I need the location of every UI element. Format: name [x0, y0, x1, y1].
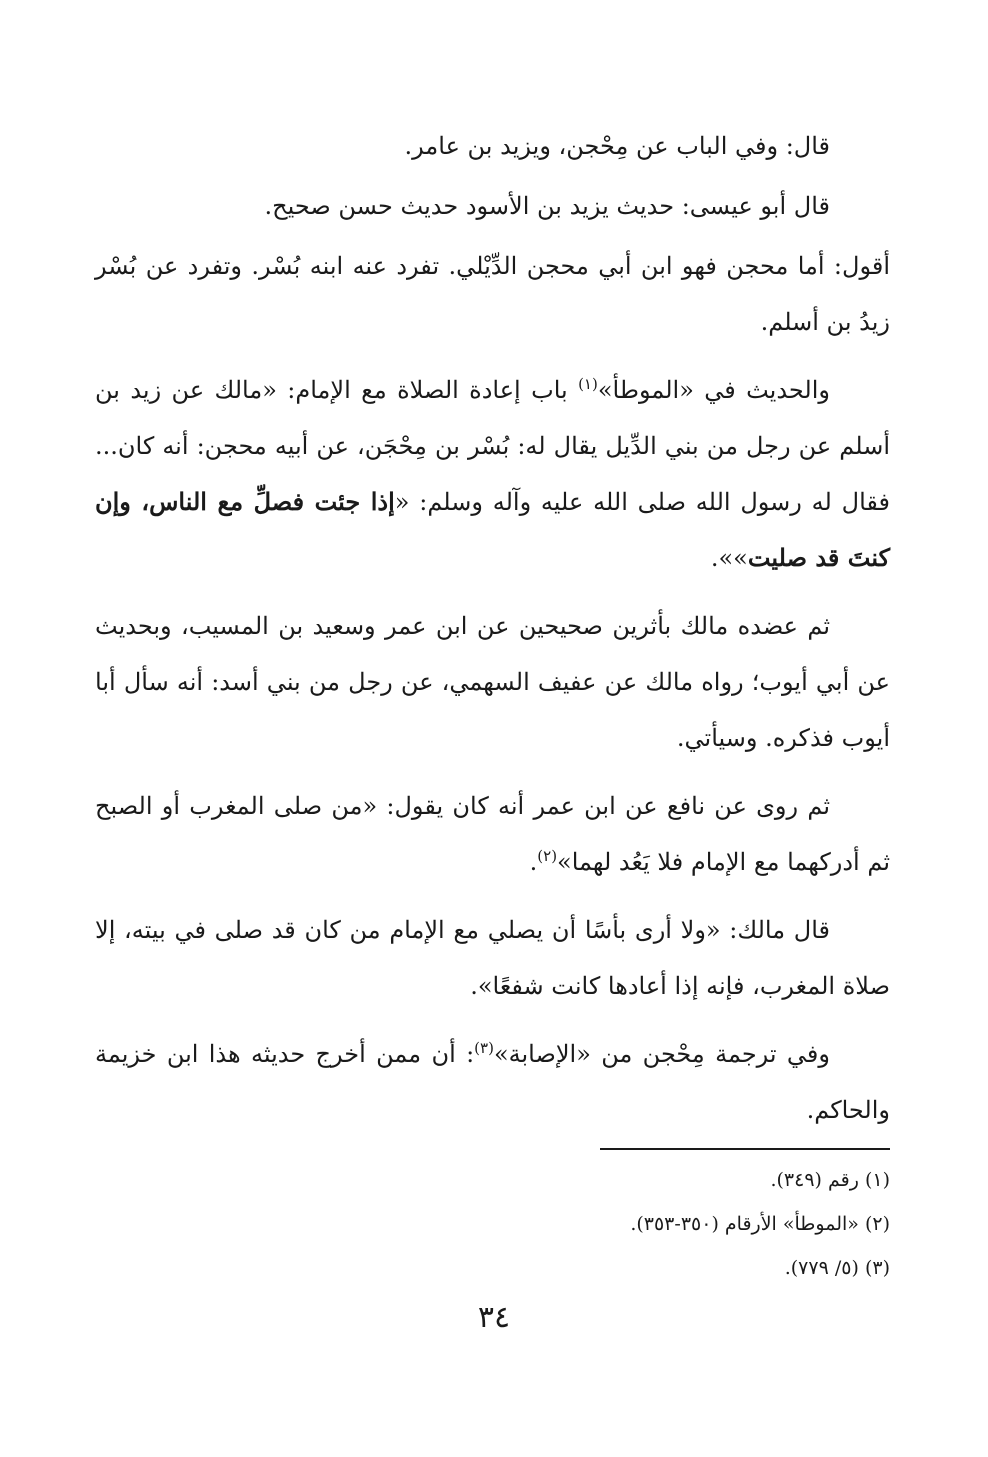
footnote-1 [95, 1158, 890, 1202]
footnote-text: (٥/ ٧٧٩). [784, 1257, 859, 1279]
paragraph-1: قال: وفي الباب عن مِحْجن، ويزيد بن عامر. [404, 132, 830, 160]
paragraph-2: قال أبو عيسى: حديث يزيد بن الأسود حديث حسن صحيح. [264, 192, 830, 220]
footnote-2 [95, 1202, 890, 1246]
footnote-marker: (١) [864, 1169, 890, 1191]
paragraph-4-lead: والحديث في «الموطأ» [597, 376, 830, 404]
paragraph-8-lead: وفي ترجمة مِحْجن من «الإصابة» [493, 1040, 830, 1068]
footnote-separator [600, 1148, 890, 1150]
main-text [95, 118, 890, 1150]
footnote-3 [95, 1246, 890, 1290]
paragraph-7: قال مالك: «ولا أرى بأسًا أن يصلي مع الإمام من كان قد صلى في بيته، إلا صلاة المغرب، فإنه إذا أعادها كانت شفعًا». [95, 916, 890, 1000]
paragraph-6 [95, 778, 890, 890]
paragraph-5: ثم عضده مالك بأثرين صحيحين عن ابن عمر وسعيد بن المسيب، وبحديث عن أبي أيوب؛ رواه مالك عن عفيف السهمي، عن رجل من بني أسد: أنه سأل أبا أيوب فذكره. وسيأتي. [95, 612, 891, 752]
paragraph-6-closing: . [529, 848, 538, 876]
paragraph-6-body: ثم روى عن نافع عن ابن عمر أنه كان يقول: «من صلى المغرب أو الصبح ثم أدركهما مع الإمام فلا يَعُد لهما» [95, 792, 890, 876]
page-number: ٣٤ [477, 1300, 511, 1335]
paragraph-4-body: باب إعادة الصلاة مع الإمام: «مالك عن زيد بن أسلم عن رجل من بني الدِّيل يقال له: بُسْر بن مِحْجَن، عن أبيه محجن: أنه كان... فقال له رسول الله صلى الله عليه وآله وسلم: « [95, 376, 891, 516]
paragraph-4 [95, 362, 890, 586]
paragraph-4-closing: »». [710, 544, 748, 572]
footnote-ref-3: (٣) [474, 1039, 494, 1057]
footnote-ref-1: (١) [578, 375, 598, 393]
footnote-text: «الموطأ» الأرقام (٣٥٠-٣٥٣). [630, 1213, 859, 1235]
footnote-marker: (٣) [864, 1257, 890, 1279]
footnote-marker: (٢) [864, 1213, 890, 1235]
paragraph-3: أقول: أما محجن فهو ابن أبي محجن الدِّيْلي. تفرد عنه ابنه بُسْر. وتفرد عن بُسْر زيدُ بن أسلم. [95, 252, 890, 336]
footnotes [95, 1158, 890, 1290]
hadith-quote: إذا جئت فصلِّ مع الناس، وإن كنتَ قد صليت [95, 487, 890, 572]
paragraph-8-body: : أن ممن أخرج حديثه هذا ابن خزيمة والحاكم. [95, 1040, 890, 1124]
footnote-text: رقم (٣٤٩). [770, 1169, 859, 1191]
paragraph-8 [95, 1026, 890, 1138]
footnote-ref-2: (٢) [537, 847, 558, 865]
